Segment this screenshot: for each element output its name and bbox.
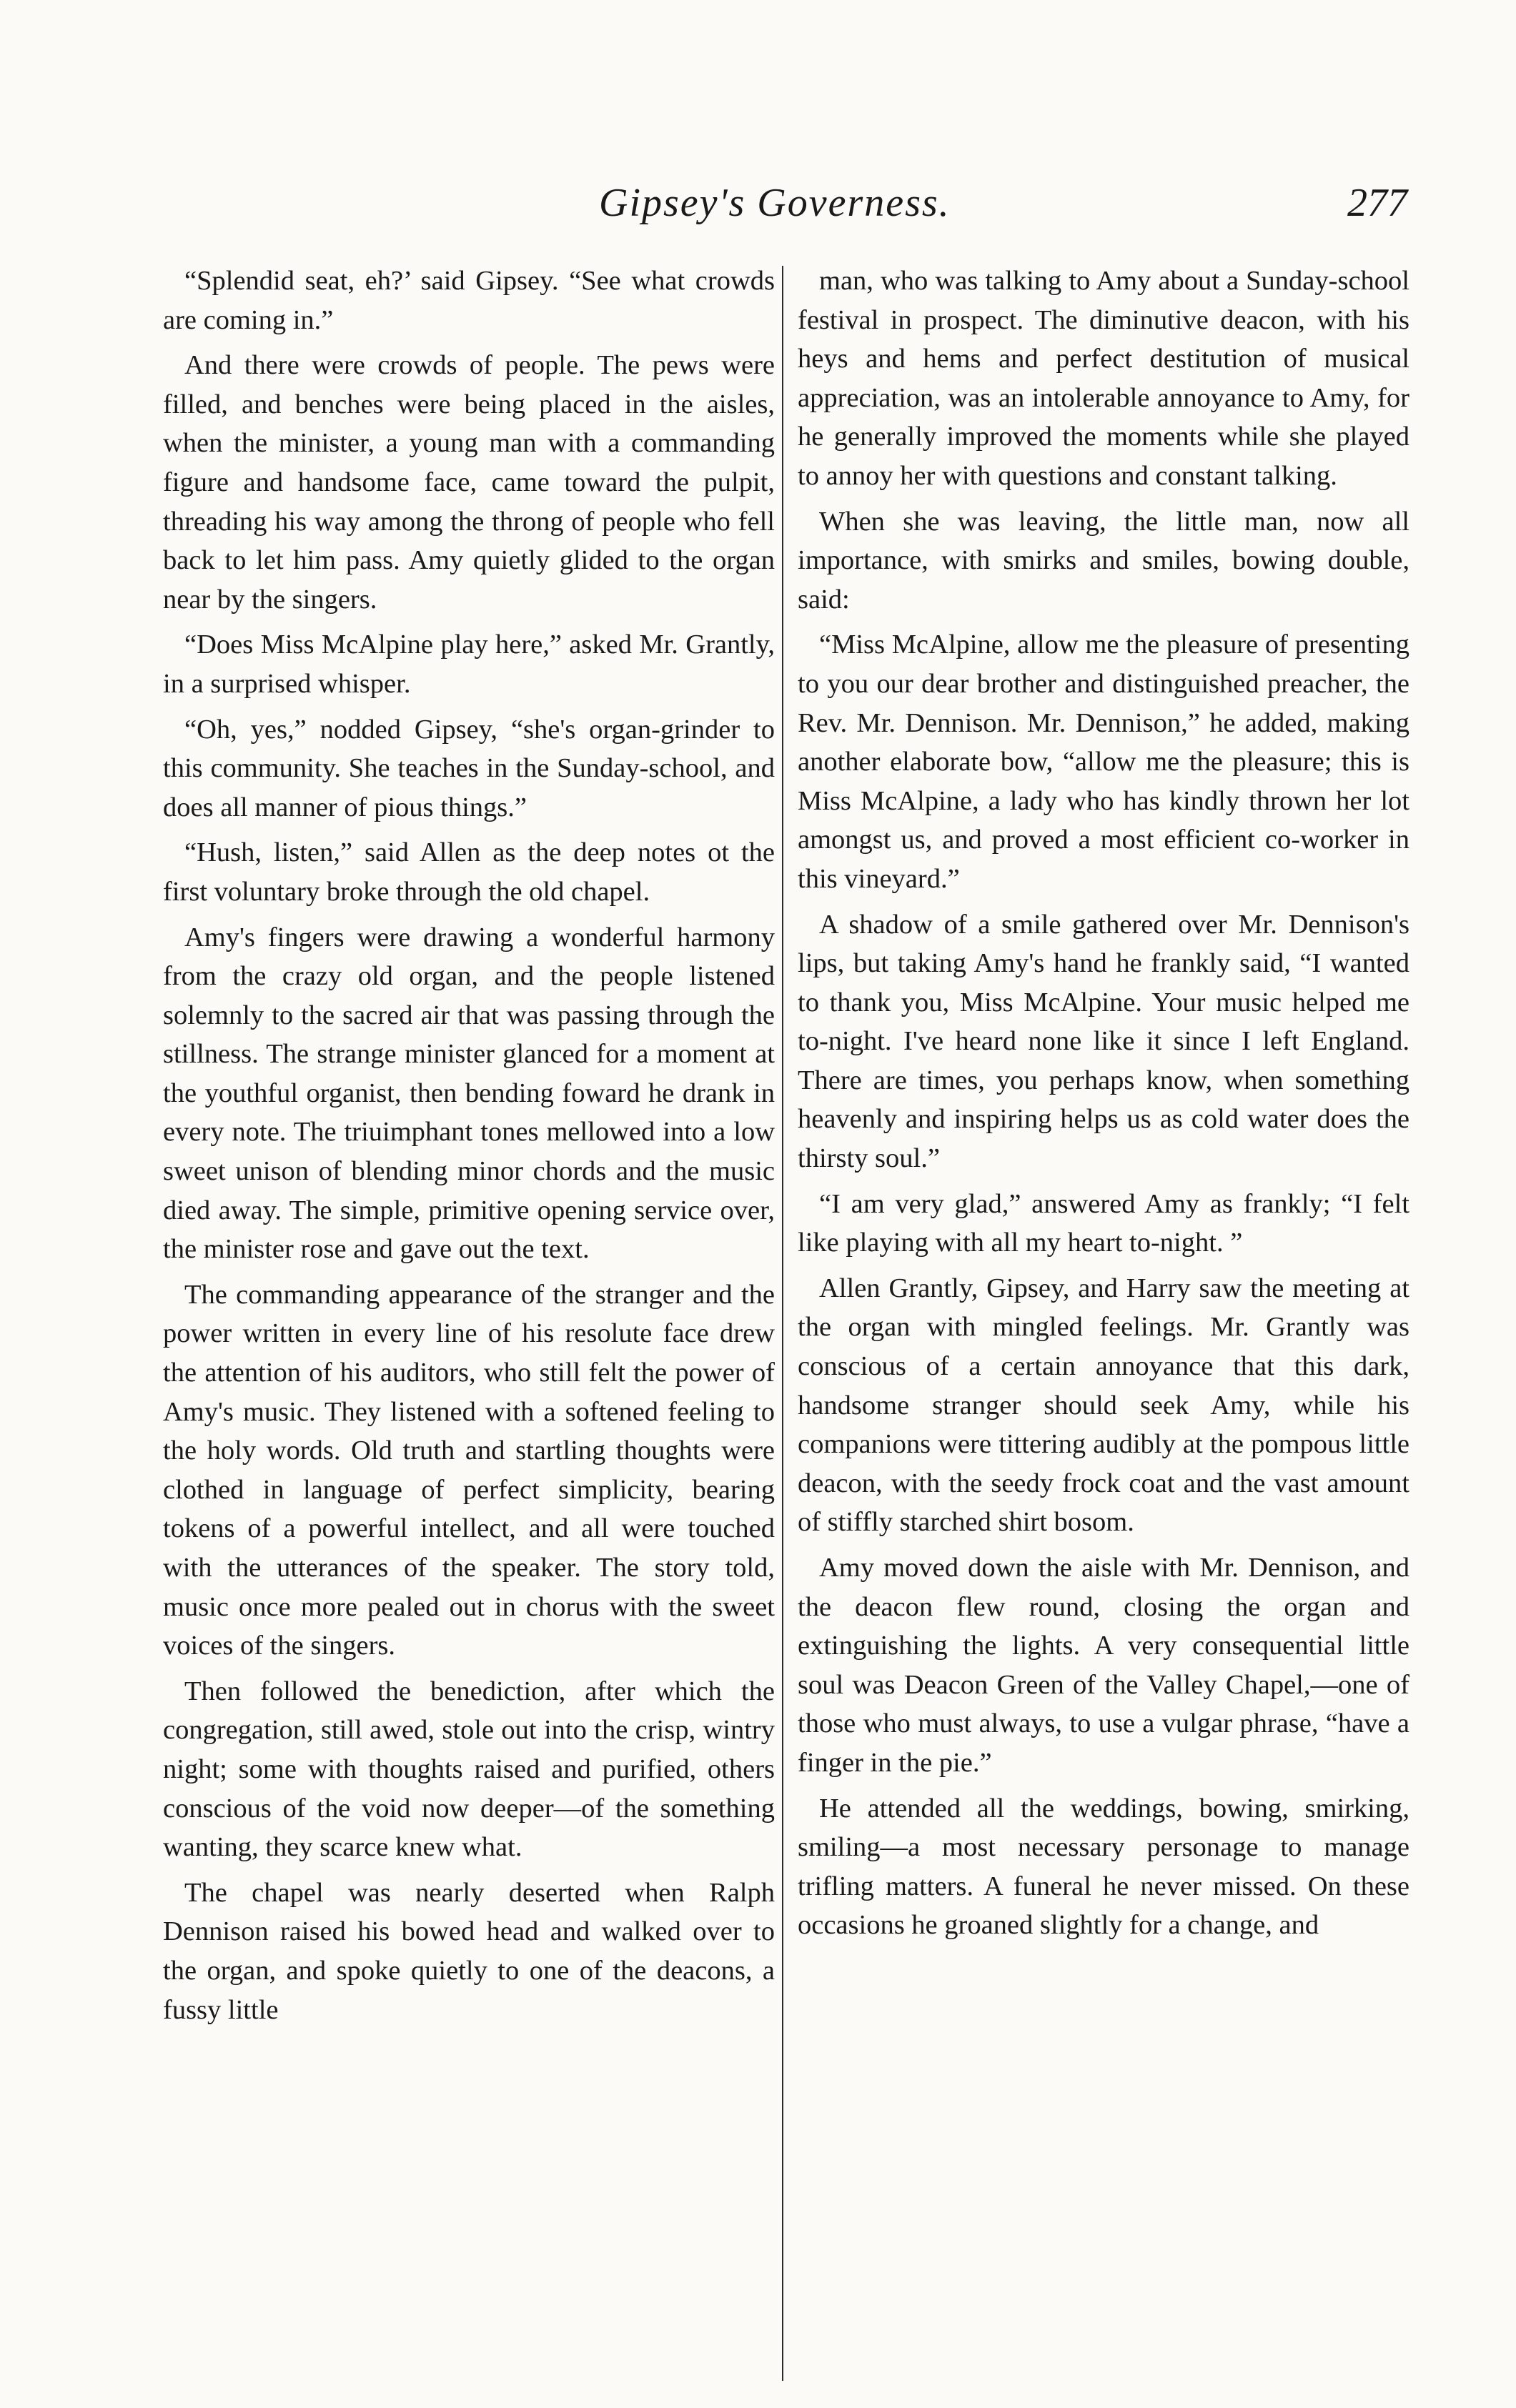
running-head bbox=[0, 180, 1516, 237]
paragraph: The commanding appearance of the stranger and the power written in every line of his resolute face drew the attention of his auditors, who still felt the power of Amy's music. They listened with a softened feeling to the holy words. Old truth and startling thoughts were clothed in language of perfect simplicity, bearing tokens of a powerful intellect, and all were touched with the utterances of the speaker. The story told, music once more pealed out in chorus with the sweet voices of the singers. bbox=[163, 1279, 775, 1661]
paragraph: And there were crowds of people. The pews were filled, and benches were being placed in the aisles, when the minister, a young man with a commanding figure and handsome face, came toward the pulpit, threading his way among the throng of people who fell back to let him pass. Amy quietly glided to the organ near by the singers. bbox=[163, 350, 775, 615]
paragraph: “I am very glad,” answered Amy as frankly; “I felt like playing with all my heart to-night. ” bbox=[798, 1188, 1410, 1258]
left-column bbox=[163, 262, 775, 2036]
paragraph: A shadow of a smile gathered over Mr. Dennison's lips, but taking Amy's hand he frankly said, “I wanted to thank you, Miss McAlpine. Your music helped me to-night. I've heard none like it since I left England. There are times, you perhaps know, when something heavenly and inspiring helps us as cold water does the thirsty soul.” bbox=[798, 909, 1410, 1174]
column-divider bbox=[782, 266, 783, 2381]
paragraph: Allen Grantly, Gipsey, and Harry saw the meeting at the organ with mingled feelings. Mr. Grantly was conscious of a certain annoyance that this dark, handsome stranger should seek Amy, while his companions were tittering audibly at the pompous little deacon, with the seedy frock coat and the vast amount of stiffly starched shirt bosom. bbox=[798, 1273, 1410, 1538]
paragraph: “Does Miss McAlpine play here,” asked Mr. Grantly, in a surprised whisper. bbox=[163, 630, 775, 699]
paragraph: The chapel was nearly deserted when Ralph Dennison raised his bowed head and walked over to the organ, and spoke quietly to one of the deacons, a fussy little bbox=[163, 1877, 775, 2025]
paragraph: “Miss McAlpine, allow me the pleasure of presenting to you our dear brother and distinguished preacher, the Rev. Mr. Dennison. Mr. Dennison,” he added, making another elaborate bow, “allow me the pleasure; this is Miss McAlpine, a lady who has kindly thrown her lot amongst us, and proved a most efficient co-worker in this vineyard.” bbox=[798, 630, 1410, 894]
right-column bbox=[798, 262, 1410, 1951]
paragraph: “Splendid seat, eh?’ said Gipsey. “See what crowds are coming in.” bbox=[163, 266, 775, 335]
running-title: Gipsey's Governess. bbox=[599, 181, 951, 225]
paragraph: Amy moved down the aisle with Mr. Dennison, and the deacon flew round, closing the organ and extinguishing the lights. A very consequential little soul was Deacon Green of the Valley Chapel,—one of those who must always, to use a vulgar phrase, “have a finger in the pie.” bbox=[798, 1553, 1410, 1778]
paragraph: “Oh, yes,” nodded Gipsey, “she's organ-grinder to this community. She teaches in the Sunday-school, and does all manner of pious things.” bbox=[163, 714, 775, 822]
page-number: 277 bbox=[1347, 181, 1407, 225]
paragraph: He attended all the weddings, bowing, smirking, smiling—a most necessary personage to manage trifling matters. A funeral he never missed. On these occasions he groaned slightly for a change, and bbox=[798, 1793, 1410, 1941]
paragraph: Amy's fingers were drawing a wonderful harmony from the crazy old organ, and the people listened solemnly to the sacred air that was passing through the stillness. The strange minister glanced for a moment at the youthful organist, then bending foward he drank in every note. The triuimphant tones mellowed into a low sweet unison of blending minor chords and the music died away. The simple, primitive opening service over, the minister rose and gave out the text. bbox=[163, 922, 775, 1265]
paragraph: “Hush, listen,” said Allen as the deep notes ot the first voluntary broke through the old chapel. bbox=[163, 837, 775, 907]
paragraph: When she was leaving, the little man, now all importance, with smirks and smiles, bowing double, said: bbox=[798, 506, 1410, 615]
paragraph: Then followed the benediction, after which the congregation, still awed, stole out into the crisp, wintry night; some with thoughts raised and purified, others conscious of the void now deeper—of the something wanting, they scarce knew what. bbox=[163, 1676, 775, 1863]
paragraph: man, who was talking to Amy about a Sunday-school festival in prospect. The diminutive deacon, with his heys and hems and perfect destitution of musical appreciation, was an intolerable annoyance to Amy, for he generally improved the moments while she played to annoy her with questions and constant talking. bbox=[798, 266, 1410, 491]
